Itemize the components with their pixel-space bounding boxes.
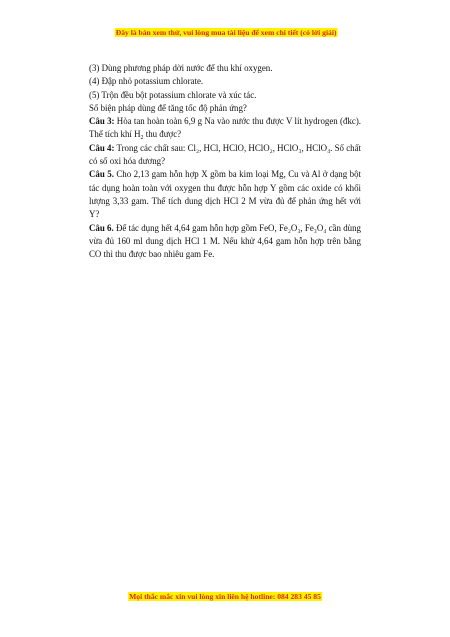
question-label: Câu 4:	[89, 142, 115, 153]
question-3	[89, 115, 361, 142]
question-label: Câu 6.	[89, 222, 114, 233]
text-line: (5) Trộn đều bột potassium chlorate và xúc tác.	[89, 89, 257, 100]
text-line: (3) Dùng phương pháp dời nước để thu khí oxygen.	[89, 63, 273, 73]
question-label: Câu 3:	[89, 116, 115, 127]
question-label: Câu 5.	[89, 169, 114, 180]
hotline-footer: Mọi thắc mắc xin vui lòng xin liên hệ hotline: 084 283 45 85	[129, 592, 321, 601]
question-text: Cho 2,13 gam hỗn hợp X gồm ba kim loại Mg, Cu và Al ở dạng bột tác dụng hoàn toàn với oxygen thu được hỗn hợp Y gồm các oxide có khối lượng 3,33 gam. Thể tích dung dịch HCl 2 M vừa đủ để phản ứng hết với Y?	[89, 169, 361, 220]
document-body	[89, 62, 361, 261]
question-4	[89, 142, 361, 169]
question-text: Để tác dụng hết 4,64 gam hỗn hợp gồm FeO, Fe₂O₃, Fe₃O₄ cần dùng vừa đủ 160 ml dung dịch HCl 1 M. Nếu khử 4,64 gam hỗn hợp trên bằng CO thì thu được bao nhiêu gam Fe.	[89, 222, 361, 260]
question-5	[89, 168, 361, 221]
question-text: Trong các chất sau: Cl₂, HCl, HClO, HClO₂, HClO₃, HClO₄. Số chất có số oxi hóa dương?	[89, 142, 361, 167]
question-text-cont: thu được?	[145, 129, 182, 140]
preview-banner: Đây là bản xem thử, vui lòng mua tài liệu để xem chi tiết (có lời giải)	[115, 28, 337, 37]
subscript: 2	[140, 135, 144, 142]
text-line: Số biện pháp dùng để tăng tốc độ phản ứng?	[89, 102, 247, 113]
text-line: (4) Đập nhỏ potassium chlorate.	[89, 76, 204, 87]
question-text: Hòa tan hoàn toàn 6,9 g Na vào nước thu được V lít hydrogen (đkc). Thể tích khí H	[89, 116, 361, 140]
question-6	[89, 222, 361, 262]
